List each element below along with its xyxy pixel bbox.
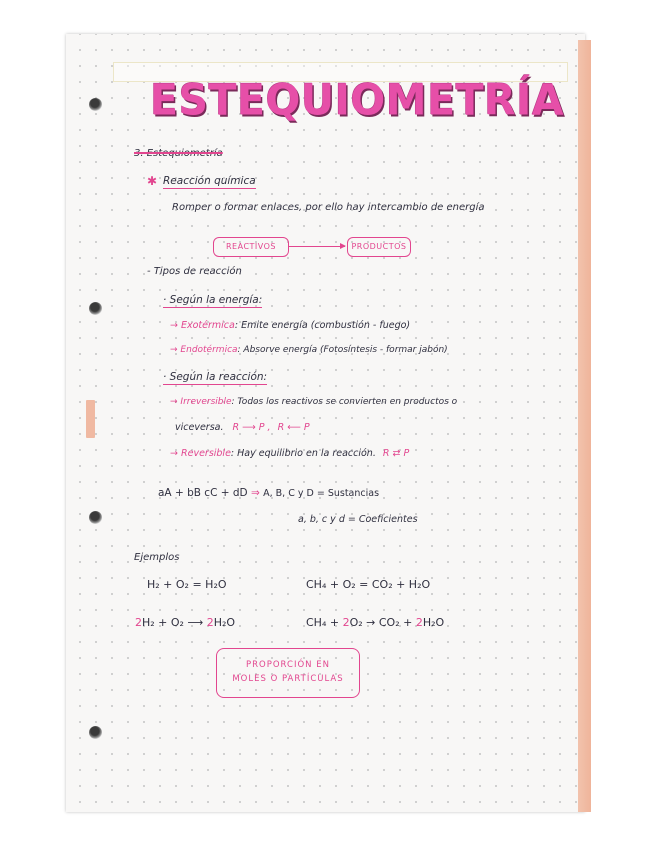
definition-text: Romper o formar enlaces, por ello hay intercambio de energía (172, 202, 485, 213)
arrow-icon: → (170, 397, 178, 407)
examples-heading: Ejemplos (134, 552, 180, 563)
energy-heading: · Según la energía: (163, 294, 263, 306)
proportion-box (216, 648, 360, 698)
coefficients-note: a, b, c y d = Coeficientes (298, 514, 418, 525)
reaction-arrow (289, 246, 345, 247)
products-box: PRODUCTOS (347, 237, 411, 257)
reaction-heading: · Según la reacción: (163, 371, 268, 383)
arrow-icon: → (170, 345, 178, 355)
page-edge-tab (578, 40, 591, 812)
example-unbalanced-h2o: H₂ + O₂ = H₂O (147, 578, 227, 591)
endothermic-item: → Endotérmica: Absorve energía (Fotosíntesis - formar jabón) (170, 345, 448, 355)
page-title: ESTEQUIOMETRÍA (150, 74, 565, 126)
arrow-icon: → (170, 448, 178, 459)
margin-tab (86, 400, 95, 438)
topic-heading: Reacción química (163, 175, 256, 187)
binder-hole (89, 726, 102, 739)
example-balanced-ch4: CH₄ + 2O₂ → CO₂ + 2H₂O (306, 616, 445, 629)
types-heading: - Tipos de reacción (147, 266, 242, 277)
irreversible-item: → Irreversible: Todos los reactivos se convierten en productos o (170, 397, 458, 407)
example-unbalanced-ch4: CH₄ + O₂ = CO₂ + H₂O (306, 578, 431, 591)
binder-hole (89, 511, 102, 524)
implies-arrow-icon: ⇒ (250, 487, 260, 499)
example-balanced-h2o: 2H₂ + O₂ ⟶ 2H₂O (135, 616, 236, 629)
general-equation: aA + bB cC + dD ⇒ A, B, C y D = Sustancias (158, 487, 380, 499)
arrow-icon: → (170, 320, 178, 331)
proportion-line-1: PROPORCIÓN EN (246, 660, 330, 670)
reversible-item: → Reversible: Hay equilibrio en la reacción. R ⇄ P (170, 448, 410, 459)
irreversible-item-cont: viceversa. R ⟶ P , R ⟵ P (175, 422, 310, 433)
exothermic-item: → Exotérmica: Emite energía (combustión - fuego) (170, 320, 411, 331)
binder-hole (89, 302, 102, 315)
proportion-line-2: MOLES O PARTÍCULAS (232, 674, 344, 684)
binder-hole (89, 98, 102, 111)
reactants-box: REACTIVOS (213, 237, 289, 257)
section-heading: 3. Estequiometría (134, 148, 223, 159)
bullet-star-icon: ✱ (147, 174, 158, 188)
